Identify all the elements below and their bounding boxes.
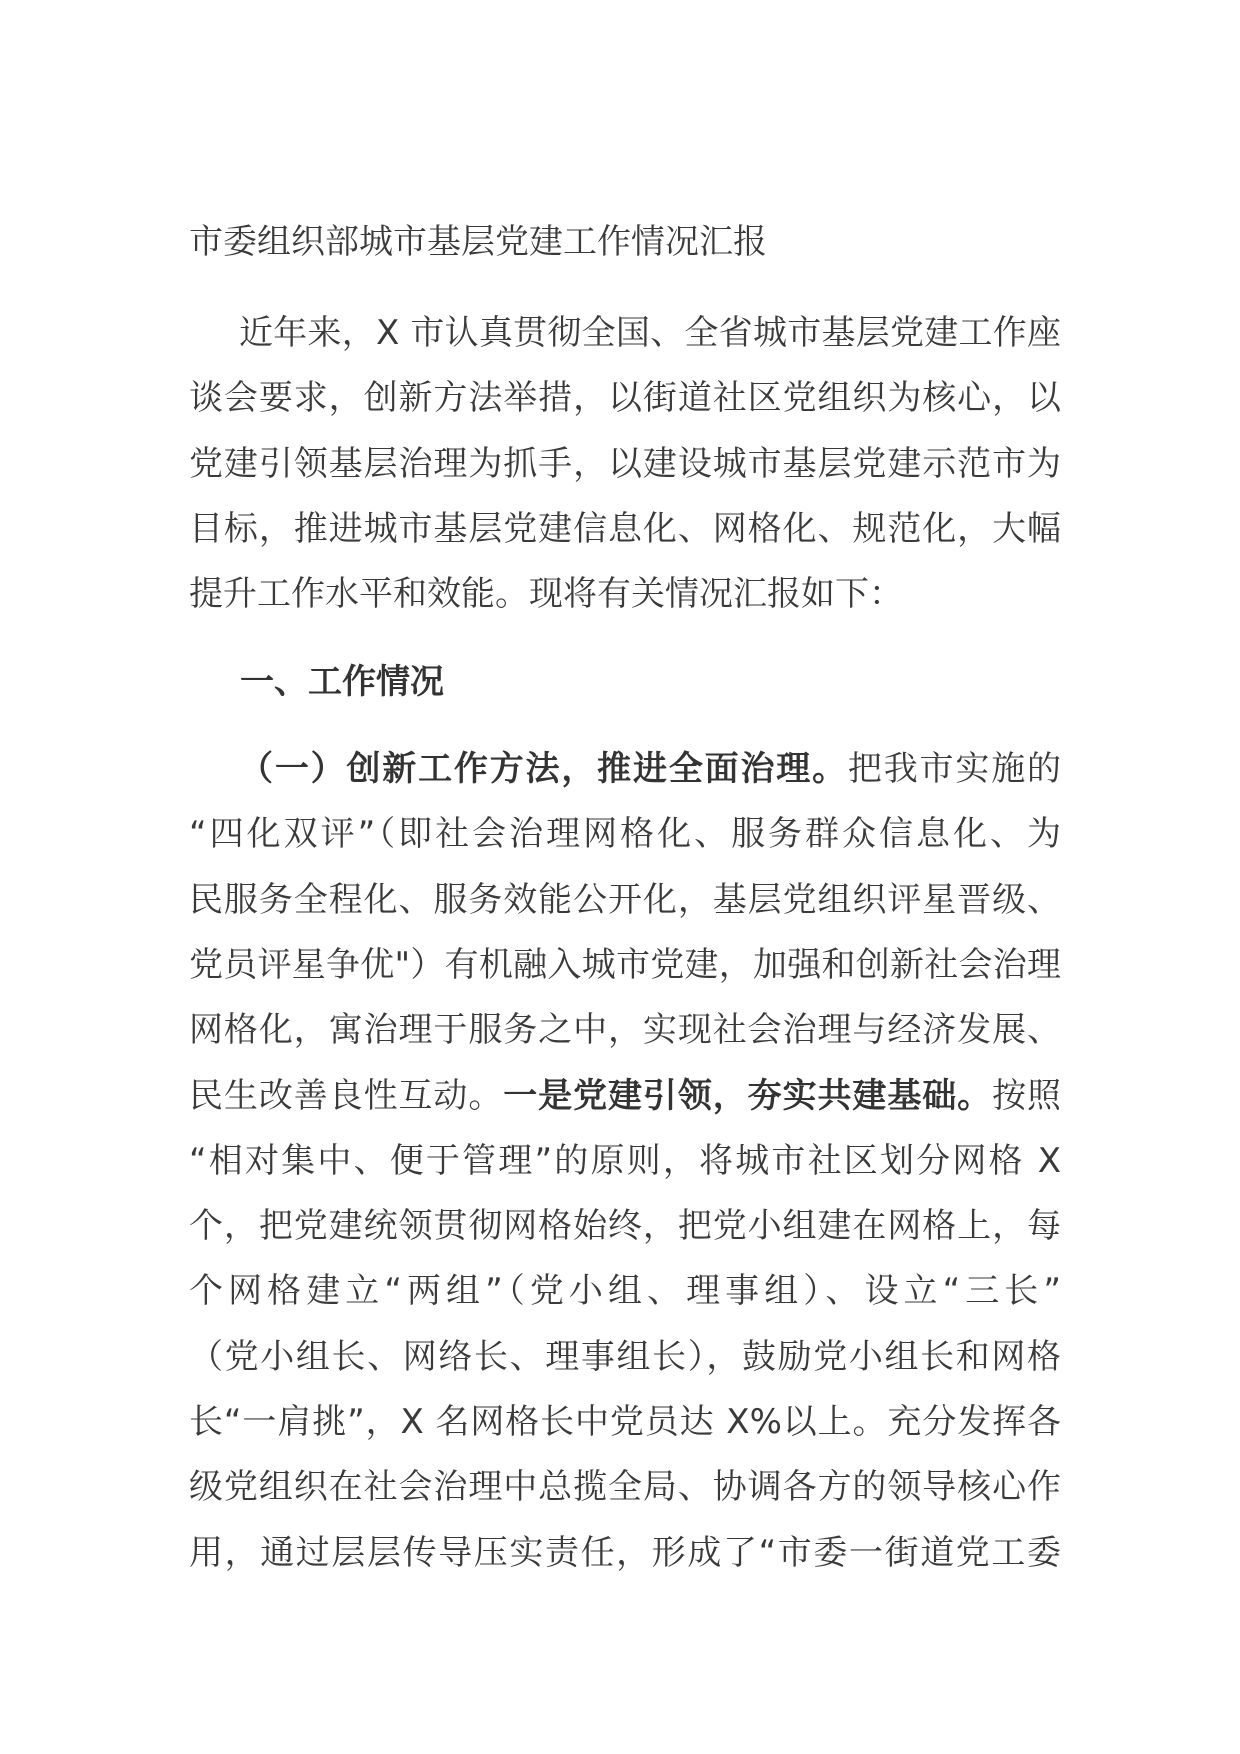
section-paragraph-line [189,1139,1061,1183]
section-paragraph-line [189,878,1061,922]
body-text: 长“一肩挑”，X 名网格长中党员达 X%以上。充分发挥各 [189,1402,1061,1442]
body-text: 民服务全程化、服务效能公开化，基层党组织评星晋级、 [189,879,1061,920]
body-text: （党小组长、网络长、理事组长），鼓励党小组长和网格 [189,1336,1061,1377]
section-paragraph-line [189,1269,1061,1313]
section-paragraph-line [189,1465,1061,1509]
intro-paragraph-line [189,507,1061,551]
section-paragraph-line [189,1335,1061,1379]
body-text: “相对集中、便于管理”的原则，将城市社区划分网格 X [189,1140,1061,1181]
bold-text: 一是党建引领，夯实共建基础。 [503,1075,993,1116]
body-text: 把我市实施的 [847,749,1062,789]
body-text: 目标，推进城市基层党建信息化、网格化、规范化，大幅 [189,508,1061,549]
section-heading: 一、工作情况 [240,662,444,702]
body-text: 个网格建立“两组”（党小组、理事组）、设立“三长” [189,1271,1061,1312]
bold-text: （一）创新工作方法，推进全面治理。 [239,749,848,789]
section-paragraph-line [189,1074,1061,1118]
body-text: 提升工作水平和效能。现将有关情况汇报如下： [189,574,903,615]
body-text: 级党组织在社会治理中总揽全局、协调各方的领导核心作 [189,1467,1061,1508]
section-paragraph-line [239,747,1061,791]
body-text: 用，通过层层传导压实责任，形成了“市委一街道党工委 [189,1532,1061,1573]
body-text: 党建引领基层治理为抓手，以建设城市基层党建示范市为 [189,443,1061,484]
intro-paragraph-line [189,376,1061,420]
body-text: 党员评星争优"）有机融入城市党建，加强和创新社会治理 [189,944,1061,985]
body-text: 按照 [992,1075,1062,1116]
section-paragraph-line [189,1400,1061,1444]
body-text: “四化双评”（即社会治理网格化、服务群众信息化、为 [189,814,1061,855]
body-text: 个，把党建统领贯彻网格始终，把党小组建在网格上，每 [189,1206,1061,1247]
section-paragraph-line [189,812,1061,856]
body-text: 民生改善良性互动。 [189,1075,504,1116]
section-paragraph-line [189,1531,1061,1575]
section-paragraph-line [189,1008,1061,1052]
intro-paragraph-line [189,442,1061,486]
intro-paragraph-line [239,311,1061,355]
document-title: 市委组织部城市基层党建工作情况汇报 [189,222,767,262]
intro-paragraph-line [189,572,1061,616]
body-text: 近年来，X 市认真贯彻全国、全省城市基层党建工作座 [239,313,1061,353]
section-paragraph-line [189,1204,1061,1248]
section-paragraph-line [189,943,1061,987]
body-text: 网格化，寓治理于服务之中，实现社会治理与经济发展、 [189,1010,1061,1051]
body-text: 谈会要求，创新方法举措，以街道社区党组织为核心，以 [189,378,1061,419]
